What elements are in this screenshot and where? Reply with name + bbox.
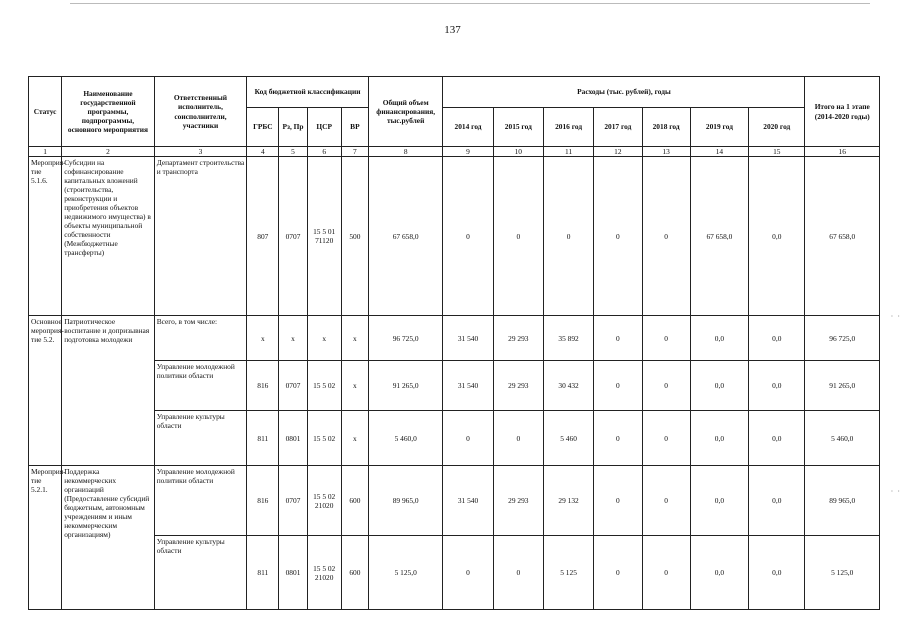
column-number: 3 <box>154 147 247 157</box>
name-cell: Патриотическое воспитание и допризывная подготовка молодежи <box>62 316 155 466</box>
column-number: 4 <box>247 147 279 157</box>
column-number: 8 <box>368 147 442 157</box>
column-number: 6 <box>307 147 341 157</box>
year-value-cell: 67 658,0 <box>690 157 748 316</box>
year-value-cell: 0 <box>642 316 690 361</box>
grbs-cell: 811 <box>247 411 279 466</box>
stage-total-cell: 89 965,0 <box>805 466 880 536</box>
vr-cell: х <box>341 316 368 361</box>
column-number: 9 <box>443 147 493 157</box>
status-cell: Мероприя-тие 5.2.1. <box>29 466 62 610</box>
csr-cell: 15 5 02 <box>307 411 341 466</box>
vr-cell: 600 <box>341 536 368 610</box>
header-name: Наименование государственной программы, подпрограммы, основного мероприятия <box>62 77 155 147</box>
column-number-row <box>29 147 880 157</box>
edge-mark: · · <box>890 312 901 321</box>
rzpr-cell: 0707 <box>279 466 307 536</box>
year-value-cell: 0,0 <box>749 316 805 361</box>
edge-mark: · · <box>890 487 901 496</box>
year-value-cell: 0 <box>443 536 493 610</box>
header-year: 2015 год <box>493 108 543 147</box>
year-value-cell: 0,0 <box>690 466 748 536</box>
grbs-cell: 807 <box>247 157 279 316</box>
table-row <box>29 361 880 411</box>
year-value-cell: 29 132 <box>543 466 593 536</box>
executor-cell: Управление культуры области <box>154 411 247 466</box>
year-value-cell: 0 <box>493 157 543 316</box>
year-value-cell: 0 <box>493 411 543 466</box>
vr-cell: 600 <box>341 466 368 536</box>
header-total-volume: Общий объем финансирования, тыс.рублей <box>368 77 442 147</box>
budget-table <box>28 76 880 610</box>
year-value-cell: 0,0 <box>690 316 748 361</box>
total-cell: 5 460,0 <box>368 411 442 466</box>
name-cell: Субсидии на софинансирование капитальных вложений (строительства, реконструкции и приобретения объектов недвижимого имущества) в объекты муниципальной собственности (Межбюджетные трансферты) <box>62 157 155 316</box>
year-value-cell: 0,0 <box>749 411 805 466</box>
rzpr-cell: 0801 <box>279 536 307 610</box>
csr-cell: 15 5 02 <box>307 361 341 411</box>
total-cell: 96 725,0 <box>368 316 442 361</box>
table-row <box>29 536 880 610</box>
header-csr: ЦСР <box>307 108 341 147</box>
column-number: 13 <box>642 147 690 157</box>
year-value-cell: 0,0 <box>690 361 748 411</box>
year-value-cell: 0,0 <box>690 411 748 466</box>
executor-cell: Всего, в том числе: <box>154 316 247 361</box>
stage-total-cell: 5 125,0 <box>805 536 880 610</box>
stage-total-cell: 5 460,0 <box>805 411 880 466</box>
year-value-cell: 0 <box>594 536 642 610</box>
column-number: 16 <box>805 147 880 157</box>
year-value-cell: 0 <box>443 157 493 316</box>
stage-total-cell: 91 265,0 <box>805 361 880 411</box>
grbs-cell: 811 <box>247 536 279 610</box>
grbs-cell: 816 <box>247 466 279 536</box>
year-value-cell: 29 293 <box>493 361 543 411</box>
header-year: 2020 год <box>749 108 805 147</box>
year-value-cell: 31 540 <box>443 466 493 536</box>
year-value-cell: 5 125 <box>543 536 593 610</box>
vr-cell: х <box>341 361 368 411</box>
year-value-cell: 0 <box>594 316 642 361</box>
rzpr-cell: 0707 <box>279 157 307 316</box>
column-number: 12 <box>594 147 642 157</box>
column-number: 2 <box>62 147 155 157</box>
header-year: 2014 год <box>443 108 493 147</box>
grbs-cell: х <box>247 316 279 361</box>
table-row <box>29 316 880 361</box>
year-value-cell: 0,0 <box>749 361 805 411</box>
header-grbs: ГРБС <box>247 108 279 147</box>
header-year: 2019 год <box>690 108 748 147</box>
executor-cell: Департамент строительства и транспорта <box>154 157 247 316</box>
csr-cell: 15 5 02 21020 <box>307 466 341 536</box>
header-budget-code: Код бюджетной классификации <box>247 77 369 108</box>
stage-total-cell: 67 658,0 <box>805 157 880 316</box>
year-value-cell: 0 <box>543 157 593 316</box>
year-value-cell: 31 540 <box>443 361 493 411</box>
executor-cell: Управление культуры области <box>154 536 247 610</box>
header-status: Статус <box>29 77 62 147</box>
column-number: 15 <box>749 147 805 157</box>
year-value-cell: 5 460 <box>543 411 593 466</box>
year-value-cell: 35 892 <box>543 316 593 361</box>
vr-cell: х <box>341 411 368 466</box>
total-cell: 67 658,0 <box>368 157 442 316</box>
year-value-cell: 0 <box>642 411 690 466</box>
header-year: 2016 год <box>543 108 593 147</box>
year-value-cell: 0,0 <box>749 466 805 536</box>
csr-cell: 15 5 02 21020 <box>307 536 341 610</box>
year-value-cell: 0 <box>594 361 642 411</box>
year-value-cell: 29 293 <box>493 466 543 536</box>
column-number: 5 <box>279 147 307 157</box>
name-cell: Поддержка некоммерческих организаций (Предоставление субсидий бюджетным, автономным учреждениям и иным некоммерческим организациям) <box>62 466 155 610</box>
header-rzpr: Рз, Пр <box>279 108 307 147</box>
page-number: 137 <box>444 24 461 36</box>
header-stage-total: Итого на 1 этапе (2014-2020 годы) <box>805 77 880 147</box>
year-value-cell: 0 <box>493 536 543 610</box>
year-value-cell: 31 540 <box>443 316 493 361</box>
status-cell: Мероприя-тие 5.1.6. <box>29 157 62 316</box>
status-cell: Основное мероприя-тие 5.2. <box>29 316 62 466</box>
year-value-cell: 0 <box>594 466 642 536</box>
year-value-cell: 29 293 <box>493 316 543 361</box>
total-cell: 89 965,0 <box>368 466 442 536</box>
grbs-cell: 816 <box>247 361 279 411</box>
header-executor: Ответственный исполнитель, соисполнители, участники <box>154 77 247 147</box>
header-year: 2017 год <box>594 108 642 147</box>
csr-cell: 15 5 01 71120 <box>307 157 341 316</box>
year-value-cell: 30 432 <box>543 361 593 411</box>
year-value-cell: 0 <box>642 157 690 316</box>
total-cell: 91 265,0 <box>368 361 442 411</box>
year-value-cell: 0,0 <box>690 536 748 610</box>
column-number: 14 <box>690 147 748 157</box>
year-value-cell: 0,0 <box>749 536 805 610</box>
csr-cell: х <box>307 316 341 361</box>
rzpr-cell: 0801 <box>279 411 307 466</box>
column-number: 11 <box>543 147 593 157</box>
top-rule <box>70 3 870 4</box>
column-number: 10 <box>493 147 543 157</box>
rzpr-cell: 0707 <box>279 361 307 411</box>
header-year: 2018 год <box>642 108 690 147</box>
table-row <box>29 157 880 316</box>
year-value-cell: 0,0 <box>749 157 805 316</box>
total-cell: 5 125,0 <box>368 536 442 610</box>
year-value-cell: 0 <box>443 411 493 466</box>
vr-cell: 500 <box>341 157 368 316</box>
table-row <box>29 466 880 536</box>
year-value-cell: 0 <box>642 466 690 536</box>
year-value-cell: 0 <box>642 536 690 610</box>
column-number: 1 <box>29 147 62 157</box>
table-row <box>29 411 880 466</box>
stage-total-cell: 96 725,0 <box>805 316 880 361</box>
header-vr: ВР <box>341 108 368 147</box>
header-expenses: Расходы (тыс. рублей), годы <box>443 77 805 108</box>
year-value-cell: 0 <box>594 157 642 316</box>
column-number: 7 <box>341 147 368 157</box>
year-value-cell: 0 <box>594 411 642 466</box>
executor-cell: Управление молодежной политики области <box>154 361 247 411</box>
executor-cell: Управление молодежной политики области <box>154 466 247 536</box>
rzpr-cell: х <box>279 316 307 361</box>
year-value-cell: 0 <box>642 361 690 411</box>
